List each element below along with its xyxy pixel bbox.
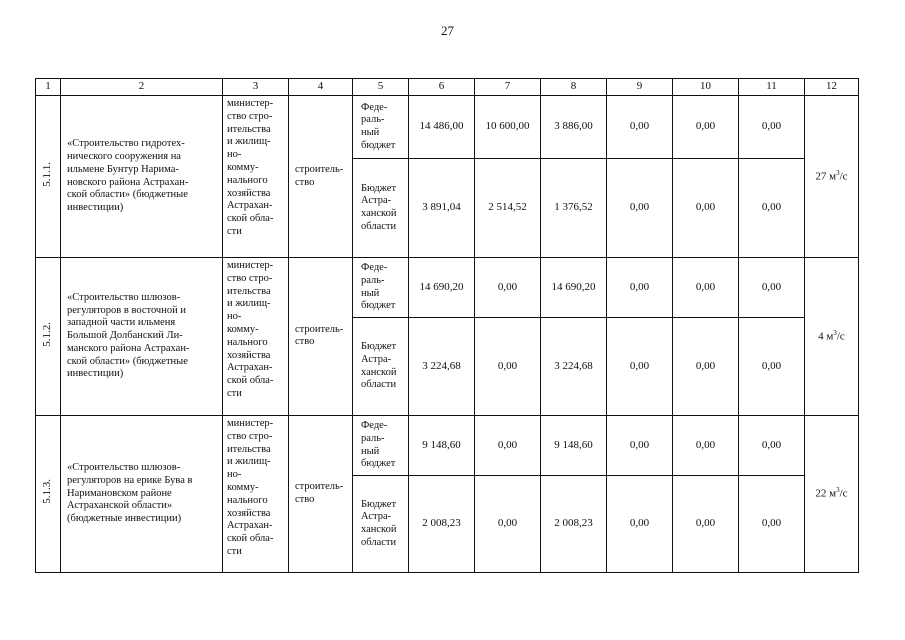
amount-col-7: 0,00 <box>475 415 541 475</box>
amount-col-10: 0,00 <box>673 318 739 416</box>
funding-source: Феде- раль- ный бюджет <box>353 96 409 159</box>
amount-col-8: 3 886,00 <box>541 96 607 159</box>
item-number-cell <box>36 415 61 572</box>
funding-source: Бюджет Астра- ханской области <box>353 159 409 258</box>
column-header: 5 <box>353 79 409 96</box>
table-row <box>36 415 859 475</box>
amount-col-9: 0,00 <box>607 159 673 258</box>
capacity: 4 $м^3/с$ <box>805 258 859 416</box>
item-number-cell <box>36 96 61 258</box>
amount-col-7: 0,00 <box>475 476 541 573</box>
executor: министер- ство стро- ительства и жилищ- но- комму- нального хозяйства Астрахан- ской обла- сти <box>223 415 289 572</box>
column-header: 9 <box>607 79 673 96</box>
amount-col-9: 0,00 <box>607 415 673 475</box>
amount-col-11: 0,00 <box>739 96 805 159</box>
amount-col-9: 0,00 <box>607 476 673 573</box>
amount-col-9: 0,00 <box>607 96 673 159</box>
capacity: 22 $м^3/с$ <box>805 415 859 572</box>
item-number-cell <box>36 258 61 416</box>
amount-total: 9 148,60 <box>409 415 475 475</box>
amount-total: 3 891,04 <box>409 159 475 258</box>
amount-col-7: 2 514,52 <box>475 159 541 258</box>
work-type: строитель- ство <box>289 258 353 416</box>
column-header: 11 <box>739 79 805 96</box>
amount-col-7: 0,00 <box>475 318 541 416</box>
measure-name: «Строительство шлюзов- регуляторов на ерике Бува в Наримановском районе Астраханской области» (бюджетные инвестиции) <box>61 415 223 572</box>
measures-table <box>35 78 859 573</box>
amount-col-8: 14 690,20 <box>541 258 607 318</box>
amount-total: 14 486,00 <box>409 96 475 159</box>
work-type: строитель- ство <box>289 415 353 572</box>
column-header: 3 <box>223 79 289 96</box>
amount-col-11: 0,00 <box>739 415 805 475</box>
amount-col-8: 3 224,68 <box>541 318 607 416</box>
amount-total: 2 008,23 <box>409 476 475 573</box>
amount-col-11: 0,00 <box>739 476 805 573</box>
amount-total: 3 224,68 <box>409 318 475 416</box>
work-type: строитель- ство <box>289 96 353 258</box>
amount-col-7: 0,00 <box>475 258 541 318</box>
measure-name: «Строительство гидротех- нического сооружения на ильмене Бунтур Нарима- новского района Астрахан- ской области» (бюджетные инвестиции) <box>61 96 223 258</box>
funding-source: Бюджет Астра- ханской области <box>353 318 409 416</box>
column-header: 2 <box>61 79 223 96</box>
funding-source: Феде- раль- ный бюджет <box>353 258 409 318</box>
column-header: 12 <box>805 79 859 96</box>
amount-col-11: 0,00 <box>739 159 805 258</box>
amount-col-10: 0,00 <box>673 415 739 475</box>
amount-col-10: 0,00 <box>673 258 739 318</box>
amount-col-8: 2 008,23 <box>541 476 607 573</box>
column-header: 7 <box>475 79 541 96</box>
amount-col-8: 9 148,60 <box>541 415 607 475</box>
measure-name: «Строительство шлюзов- регуляторов в восточной и западной части ильменя Большой Долбанский Ли- манского района Астрахан- ской области» (бюджетные инвестиции) <box>61 258 223 416</box>
amount-col-9: 0,00 <box>607 318 673 416</box>
table-row <box>36 258 859 318</box>
column-header: 10 <box>673 79 739 96</box>
funding-source: Бюджет Астра- ханской области <box>353 476 409 573</box>
amount-col-8: 1 376,52 <box>541 159 607 258</box>
amount-col-7: 10 600,00 <box>475 96 541 159</box>
item-number: 5.1.3. <box>41 479 54 504</box>
column-header: 8 <box>541 79 607 96</box>
column-header: 4 <box>289 79 353 96</box>
item-number: 5.1.1. <box>41 161 54 187</box>
amount-col-11: 0,00 <box>739 258 805 318</box>
executor: министер- ство стро- ительства и жилищ- но- комму- нального хозяйства Астрахан- ской обла- сти <box>223 96 289 258</box>
column-header: 6 <box>409 79 475 96</box>
amount-col-9: 0,00 <box>607 258 673 318</box>
amount-col-10: 0,00 <box>673 159 739 258</box>
column-number-row <box>36 79 859 96</box>
table-row <box>36 96 859 159</box>
capacity: 27 $м^3/с$ <box>805 96 859 258</box>
funding-source: Феде- раль- ный бюджет <box>353 415 409 475</box>
column-header: 1 <box>36 79 61 96</box>
page-number: 27 <box>441 23 454 38</box>
amount-col-11: 0,00 <box>739 318 805 416</box>
amount-col-10: 0,00 <box>673 476 739 573</box>
amount-total: 14 690,20 <box>409 258 475 318</box>
amount-col-10: 0,00 <box>673 96 739 159</box>
item-number: 5.1.2. <box>41 321 54 347</box>
executor: министер- ство стро- ительства и жилищ- но- комму- нального хозяйства Астрахан- ской обла- сти <box>223 258 289 416</box>
